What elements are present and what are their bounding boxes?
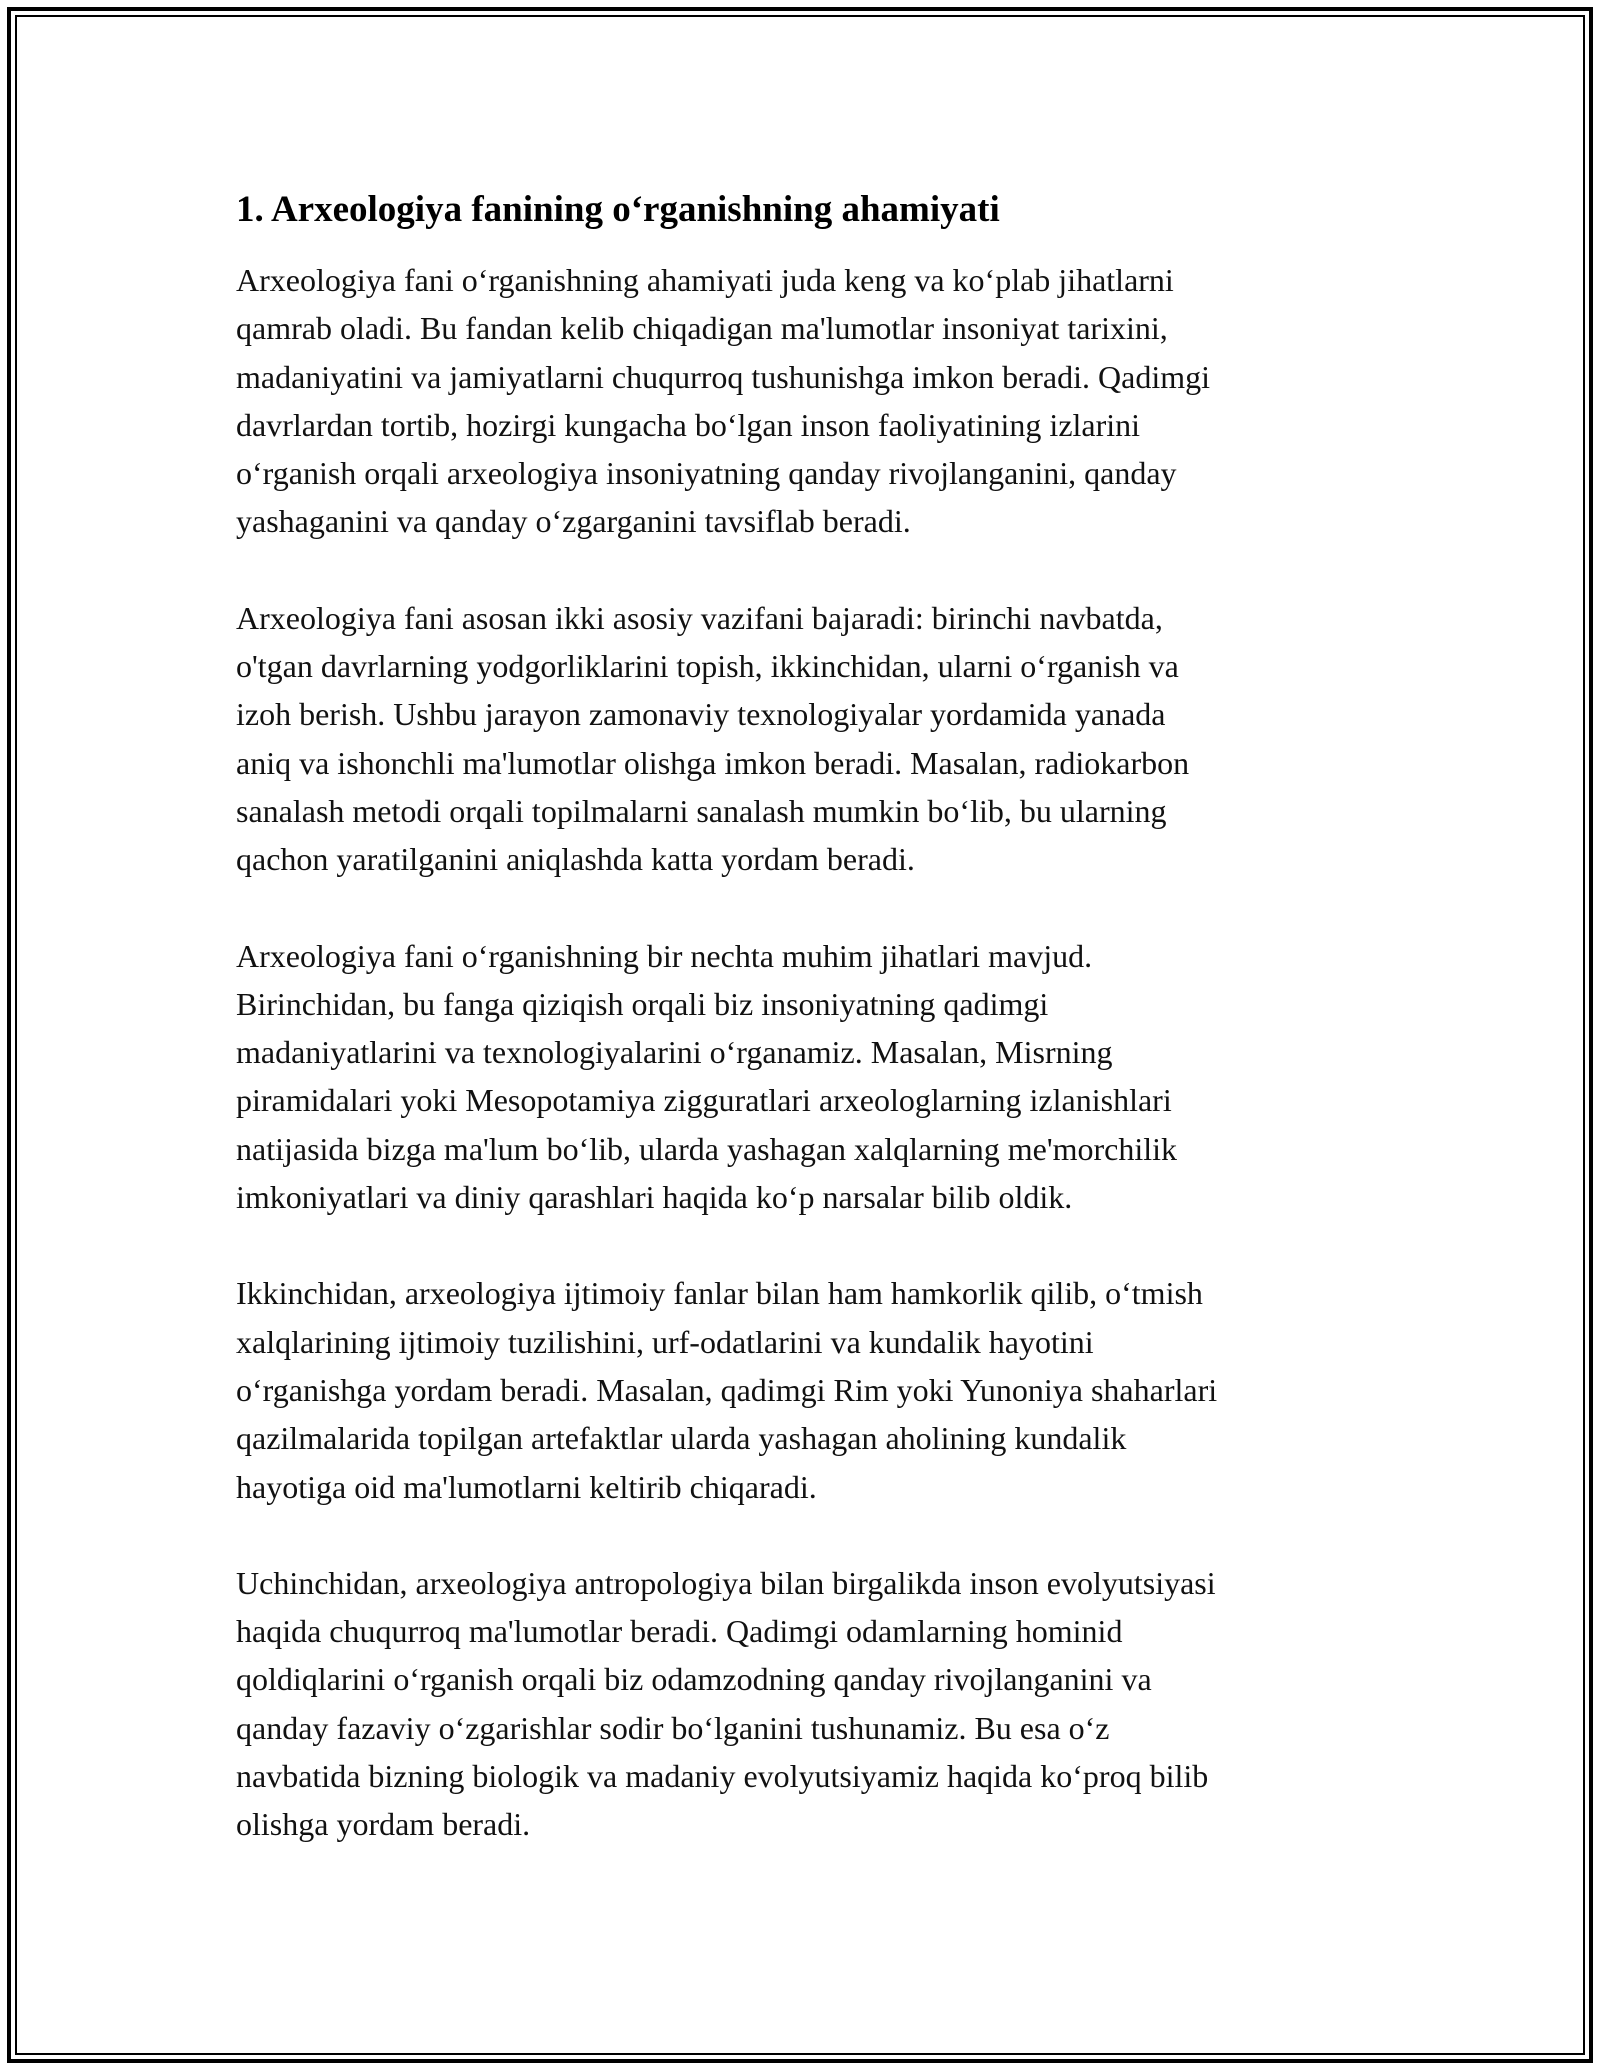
paragraph-line: qamrab oladi. Bu fandan kelib chiqadigan ma'lumotlar insoniyat tarixini, bbox=[236, 310, 1168, 347]
paragraph-line: olishga yordam beradi. bbox=[236, 1806, 531, 1843]
paragraph-line: Birinchidan, bu fanga qiziqish orqali biz insoniyatning qadimgi bbox=[236, 985, 1049, 1022]
paragraph-2 bbox=[236, 594, 1376, 884]
paragraph-line: aniq va ishonchli ma'lumotlar olishga imkon beradi. Masalan, radiokarbon bbox=[236, 744, 1190, 781]
paragraph-line: piramidalari yoki Mesopotamiya zigguratlari arxeologlarning izlanishlari bbox=[236, 1082, 1172, 1119]
paragraph-line: haqida chuqurroq ma'lumotlar beradi. Qadimgi odamlarning hominid bbox=[236, 1613, 1123, 1650]
paragraph-line: qachon yaratilganini aniqlashda katta yordam beradi. bbox=[236, 841, 915, 878]
paragraph-line: o‘rganishga yordam beradi. Masalan, qadimgi Rim yoki Yunoniya shaharlari bbox=[236, 1371, 1218, 1408]
paragraph-line: yashaganini va qanday o‘zgarganini tavsiflab beradi. bbox=[236, 503, 911, 540]
paragraph-line: xalqlarining ijtimoiy tuzilishini, urf-odatlarini va kundalik hayotini bbox=[236, 1323, 1094, 1360]
paragraph-1 bbox=[236, 256, 1376, 546]
paragraph-line: sanalash metodi orqali topilmalarni sanalash mumkin bo‘lib, bu ularning bbox=[236, 792, 1167, 829]
paragraph-line: Ikkinchidan, arxeologiya ijtimoiy fanlar bilan ham hamkorlik qilib, o‘tmish bbox=[236, 1275, 1203, 1312]
paragraph-line: Arxeologiya fani o‘rganishning ahamiyati juda keng va ko‘plab jihatlarni bbox=[236, 262, 1174, 298]
paragraph-line: qanday fazaviy o‘zgarishlar sodir bo‘lganini tushunamiz. Bu esa o‘z bbox=[236, 1709, 1110, 1746]
paragraph-line: izoh berish. Ushbu jarayon zamonaviy texnologiyalar yordamida yanada bbox=[236, 696, 1166, 733]
paragraph-3 bbox=[236, 932, 1376, 1222]
paragraph-5 bbox=[236, 1559, 1376, 1849]
paragraph-line: hayotiga oid ma'lumotlarni keltirib chiqaradi. bbox=[236, 1468, 817, 1505]
paragraph-line: Arxeologiya fani asosan ikki asosiy vazifani bajaradi: birinchi navbatda, bbox=[236, 599, 1163, 636]
document-content bbox=[236, 186, 1376, 1897]
paragraph-line: natijasida bizga ma'lum bo‘lib, ularda yashagan xalqlarning me'morchilik bbox=[236, 1130, 1178, 1167]
paragraph-line: qoldiqlarini o‘rganish orqali biz odamzodning qanday rivojlanganini va bbox=[236, 1661, 1152, 1698]
paragraph-line: davrlardan tortib, hozirgi kungacha bo‘lgan inson faoliyatining izlarini bbox=[236, 406, 1141, 443]
paragraph-line: madaniyatlarini va texnologiyalarini o‘rganamiz. Masalan, Misrning bbox=[236, 1034, 1113, 1071]
paragraph-line: imkoniyatlari va diniy qarashlari haqida ko‘p narsalar bilib oldik. bbox=[236, 1179, 1073, 1216]
paragraph-line: qazilmalarida topilgan artefaktlar ularda yashagan aholining kundalik bbox=[236, 1420, 1127, 1457]
paragraph-line: o'tgan davrlarning yodgorliklarini topish, ikkinchidan, ularni o‘rganish va bbox=[236, 648, 1179, 685]
paragraph-line: o‘rganish orqali arxeologiya insoniyatning qanday rivojlanganini, qanday bbox=[236, 455, 1177, 492]
paragraph-line: navbatida bizning biologik va madaniy evolyutsiyamiz haqida ko‘proq bilib bbox=[236, 1758, 1209, 1795]
paragraph-line: madaniyatini va jamiyatlarni chuqurroq tushunishga imkon beradi. Qadimgi bbox=[236, 358, 1210, 395]
paragraph-line: Arxeologiya fani o‘rganishning bir nechta muhim jihatlari mavjud. bbox=[236, 937, 1093, 974]
paragraph-4 bbox=[236, 1269, 1376, 1510]
paragraph-line: Uchinchidan, arxeologiya antropologiya bilan birgalikda inson evolyutsiyasi bbox=[236, 1564, 1216, 1601]
section-heading: 1. Arxeologiya fanining o‘rganishning ahamiyati bbox=[236, 189, 1000, 230]
